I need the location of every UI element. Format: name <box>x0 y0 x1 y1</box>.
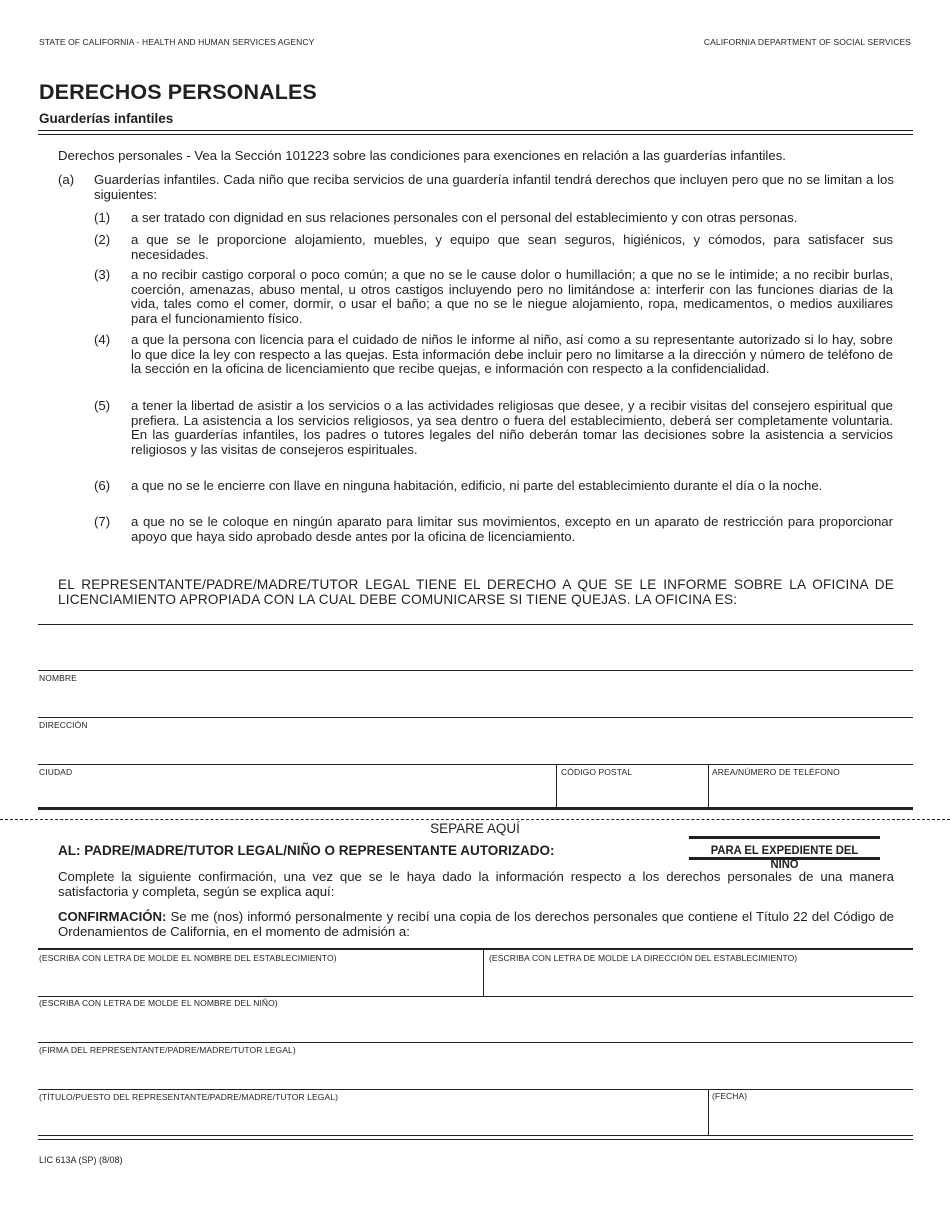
codigo-postal-label: CÓDIGO POSTAL <box>561 767 633 777</box>
rights-item-number: (3) <box>94 267 111 282</box>
rights-item-number: (7) <box>94 514 111 529</box>
complaint-notice: EL REPRESENTANTE/PADRE/MADRE/TUTOR LEGAL TIENE EL DERECHO A QUE SE LE INFORME SOBRE LA OFICINA DE LICENCIAMIENTO APROPIADA CON LA CUAL DEBE COMUNICARSE SI TIENE QUEJAS. LA OFICINA ES: <box>58 577 894 607</box>
confirm-top-rule <box>38 948 913 950</box>
separe-aqui-label: SEPARE AQUÍ <box>430 821 520 836</box>
codigo-divider <box>556 764 557 808</box>
confirm-bottom-rule-1[interactable] <box>38 1135 913 1136</box>
rights-item-text: a que no se le encierre con llave en ninguna habitación, edificio, ni parte del establecimiento durante el día o la noche. <box>131 478 823 493</box>
signature-field-line[interactable] <box>38 1089 913 1090</box>
rights-item <box>94 399 894 474</box>
section-a-text: Guarderías infantiles. Cada niño que reciba servicios de una guardería infantil tendrá derechos que incluyen pero que no se limitan a los siguientes: <box>94 172 894 202</box>
confirmation-label: CONFIRMACIÓN: <box>58 909 167 924</box>
rights-item-number: (2) <box>94 232 111 247</box>
establishment-name-label: (ESCRIBA CON LETRA DE MOLDE EL NOMBRE DEL ESTABLECIMIENTO) <box>39 953 337 963</box>
office-line-top <box>38 624 913 625</box>
date-divider <box>708 1089 709 1136</box>
title-position-label: (TÍTULO/PUESTO DEL REPRESENTANTE/PADRE/MADRE/TUTOR LEGAL) <box>39 1092 338 1102</box>
nombre-field-line[interactable] <box>38 670 913 671</box>
cut-line <box>0 819 950 820</box>
agency-header: STATE OF CALIFORNIA - HEALTH AND HUMAN SERVICES AGENCY <box>39 37 315 47</box>
ciudad-label: CIUDAD <box>39 767 73 777</box>
establishment-address-label: (ESCRIBA CON LETRA DE MOLDE LA DIRECCIÓN DEL ESTABLECIMIENTO) <box>489 953 798 963</box>
date-label: (FECHA) <box>712 1091 748 1101</box>
rights-item-number: (4) <box>94 332 111 347</box>
nombre-label: NOMBRE <box>39 673 77 683</box>
rights-item-text: a tener la libertad de asistir a los servicios o a las actividades religiosas que desee, y a recibir visitas del consejero espiritual que prefiera. La asistencia a los servicios religiosos, ya sea dentro o fuera del establecimiento, deberá ser completamente voluntaria. En las guarderías infantiles, los padres o tutores legales del niño deberán tomar las decisiones sobre la asistencia a servicios religiosos y las visitas de consejeros espirituales. <box>131 398 893 457</box>
rights-item <box>94 333 894 393</box>
establishment-divider <box>483 949 484 996</box>
rights-item-text: a no recibir castigo corporal o poco común; a que no se le cause dolor o humillación; a que no se le intimide; a no recibir burlas, coerción, amenazas, abuso mental, u otros castigos incluyendo pero no limitándose a: interferir con las funciones diarias de la vida, tales como el comer, dormir, o usar el baño; a que no se le niegue alojamiento, ropa, medicamentos, o medios auxiliares para el funcionamiento físico. <box>131 267 893 326</box>
telefono-label: AREA/NÚMERO DE TELÉFONO <box>712 767 840 777</box>
direccion-label: DIRECCIÓN <box>39 720 88 730</box>
rights-item-number: (1) <box>94 210 111 225</box>
addressee-heading: AL: PADRE/MADRE/TUTOR LEGAL/NIÑO O REPRESENTANTE AUTORIZADO: <box>58 843 555 858</box>
page-title: DERECHOS PERSONALES <box>39 80 317 104</box>
confirm-bottom-rule-2 <box>38 1139 913 1140</box>
rights-item-number: (6) <box>94 478 111 493</box>
rights-item <box>94 479 894 509</box>
confirmation-paragraph <box>58 910 894 939</box>
expediente-label: PARA EL EXPEDIENTE DEL NIÑO <box>710 843 859 871</box>
direccion-field-line[interactable] <box>38 717 913 718</box>
rights-item-text: a que se le proporcione alojamiento, muebles, y equipo que sean seguros, higiénicos, y cómodos, para satisfacer sus necesidades. <box>131 232 893 262</box>
signature-label: (FIRMA DEL REPRESENTANTE/PADRE/MADRE/TUTOR LEGAL) <box>39 1045 296 1055</box>
title-rule-bottom <box>38 134 913 135</box>
child-name-field-line[interactable] <box>38 1042 913 1043</box>
intro-paragraph: Derechos personales - Vea la Sección 101223 sobre las condiciones para exenciones en relación a las guarderías infantiles. <box>58 148 786 163</box>
confirmation-text: Se me (nos) informó personalmente y recibí una copia de los derechos personales que contiene el Título 22 del Código de Ordenamientos de California, en el momento de admisión a: <box>58 909 894 939</box>
rights-item-text: a ser tratado con dignidad en sus relaciones personales con el personal del establecimiento y con otras personas. <box>131 210 798 225</box>
rights-item <box>94 233 894 263</box>
title-rule-top <box>38 130 913 131</box>
establishment-field-line[interactable] <box>38 996 913 997</box>
complete-instructions: Complete la siguiente confirmación, una vez que se le haya dado la información respecto a los derechos personales de una manera satisfactoria y completa, según se explica aquí: <box>58 869 894 899</box>
department-header: CALIFORNIA DEPARTMENT OF SOCIAL SERVICES <box>703 37 911 47</box>
child-name-label: (ESCRIBA CON LETRA DE MOLDE EL NOMBRE DEL NIÑO) <box>39 998 278 1008</box>
page-subtitle: Guarderías infantiles <box>39 111 174 126</box>
section-a-label: (a) <box>58 172 75 187</box>
form-id: LIC 613A (SP) (8/08) <box>39 1155 123 1165</box>
office-bottom-rule <box>38 807 913 810</box>
rights-item-text: a que no se le coloque en ningún aparato para limitar sus movimientos, excepto en un aparato de restricción para proporcionar apoyo que haya sido aprobado desde antes por la oficina de licenciamiento. <box>131 514 893 544</box>
ciudad-field-line[interactable] <box>38 764 913 765</box>
telefono-divider <box>708 764 709 808</box>
rights-item <box>94 268 894 328</box>
rights-item <box>94 515 894 545</box>
rights-item <box>94 211 894 227</box>
rights-item-number: (5) <box>94 398 111 413</box>
rights-item-text: a que la persona con licencia para el cuidado de niños le informe al niño, así como a su representante autorizado si lo hay, sobre lo que dice la ley con respecto a las quejas. Esta información debe incluir pero no limitarse a la dirección y número de teléfono de la sección en la oficina de licenciamiento que recibe quejas, e información con respecto a la confidencialidad. <box>131 332 893 377</box>
